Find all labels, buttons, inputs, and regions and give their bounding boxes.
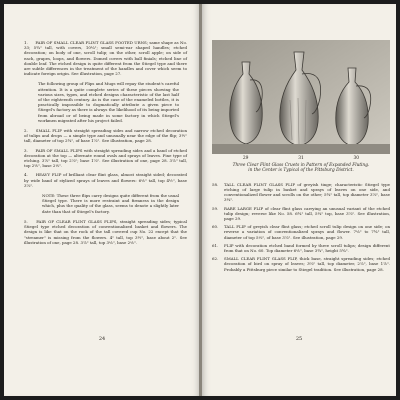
plate-number: 29 [242, 156, 249, 161]
entry-text: FLIP with decoration etched band formed by three scroll tulips; design different from that on No. 60. Top diameter 6⅛", base 3¾", height 5¾". [224, 242, 390, 254]
caption-line: Three Clear Flint Glass Cruets in Pattern of Expanded Fluting. [232, 163, 370, 168]
entry-text: SMALL CLEAR FLINT GLASS FLIP, thick base, straight spreading sides; etched decoration of bird on spray of leaves; 3⅝" tall, top diameter, 2⅞", base 1⅞". Probably a Pittsburg piece similar to Stiegel tradition. See illustration, page 28. [224, 256, 390, 272]
left-page [4, 4, 200, 396]
entry-text: PAIR OF SMALL FLIPS with straight spreading sides and a band of etched decoration at the top — alternate round ovals and sprays of leaves. Fine type of etching. 3⅞" tall, top 2⅞"; base 1⅞". See illustration of one, page 28. 3⅞" tall, top 2⅝", base 2⅛". [24, 147, 187, 169]
entry-number: 5. [24, 218, 28, 224]
entry-number: 61. [212, 242, 219, 248]
entry-text: HEAVY FLIP of brilliant clear flint glass, almost straight sided; decorated by wide band of stylized sprays of leaves and flowers: 6⅛" tall, top 4½", base 3⅞". [24, 172, 187, 188]
right-page [202, 4, 396, 396]
catalog-entry [24, 172, 187, 188]
photo-caption [216, 163, 386, 174]
page-number: 24 [98, 336, 106, 342]
entry-text: PAIR OF CLEAR FLINT GLASS FLIPS, straight spreading sides; typical Stiegel type etched decoration of conventionalized basket and flowers. The design is like that on the rock of the tall covered cup No. 22 except that the "streamer" is missing from the flowers. 4" tall, top 3½", base about 2". See illustration of one, page 28. 3⅞" tall, top 3⅛", base 2⅛". [24, 218, 187, 245]
cruets-illustration [212, 40, 390, 154]
entry-text: RARE LARGE FLIP of clear flint glass carrying an unusual variant of the etched tulip design; reverse like No. 58. 6¾" tall, 5¼" top, base 3⅞". See illustration, page 29. [224, 205, 390, 222]
catalog-entry [212, 182, 390, 203]
entry-number: 58. [212, 181, 219, 187]
entry-number: 62. [212, 256, 219, 262]
plate-number: 31 [298, 156, 304, 161]
catalog-entry [212, 224, 390, 240]
entry-text: PAIR OF SMALL CLEAR FLINT GLASS FOOTED URNS; same shape as No. 33; 5¾" tall, with covers, 10¼"; small semi-ear shaped handles; etched decoration; on body of one, scroll tulip; on the other, scroll apple; on side of each, grapes, loops, and flowers. Domed covers with ball finials; etched line of double leaf. The etched design is quite different from the Stiegel type and there are subtle differences in the treatment of the handles and cover which seem to indicate foreign origin. See illustration, page 27. [24, 40, 187, 77]
entry-number: 3. [24, 147, 28, 153]
catalog-entry [24, 148, 187, 169]
page-number: 25 [295, 336, 303, 342]
entry-text: TALL FLIP of greyish clear flint glass; etched scroll tulip design on one side; on reverse a variation of conventionalized sprays and flower. 7⅛" to 7¾" tall, diameter of top 5⅛", of base 3⅞". See illustration, page 29. [224, 224, 390, 240]
catalog-entry [24, 219, 187, 245]
entry-number: 4. [24, 172, 28, 178]
entry-number: 1. [24, 40, 28, 45]
entry-number: 2. [24, 128, 28, 134]
catalog-entry [212, 256, 390, 272]
cruet-photograph [212, 40, 390, 154]
entry-number: 60. [212, 224, 219, 230]
catalog-entry [212, 243, 390, 253]
entry-text: SMALL FLIP with straight spreading sides and narrow etched decoration of tulips and drops — a simple type and unusually near the edge of the flip; 3½" tall, diameter of top 2¾", of base 1⅞". See illustration, page 28. [24, 128, 187, 144]
caption-line: in the Center is Typical of the Pittsburg District. [248, 168, 354, 174]
entry-note: NOTE: These three flips carry designs quite different from the usual Stiegel type. There is more restraint and firmness in the design which, plus the quality of the glass, seems to denote a slightly later date than that of Stiegel's factory. [42, 193, 179, 214]
catalog-entry [24, 40, 187, 76]
plate-number: 30 [353, 156, 360, 161]
section-note: The following group of Flips and Mugs will repay the student's careful attention. It is a quite complete series of these pieces showing the various sizes, types, and etched designs characteristic of the last half of the eighteenth century. As is the case of the enameled bottles, it is practically impossible to dogmatically attribute a given piece to Stiegel's factory as there is always the likelihood of its being imported from abroad or of being made in some factory in which Stiegel's workmen migrated after his project failed. [38, 81, 179, 123]
entry-text: TALL CLEAR FLINT GLASS FLIP of greyish tinge; characteristic Stiegel type etching of large tulip in basket and sprays of leaves on one side, and conventionalized flower and scrolls on the other; 5¾" tall, top diameter 3⅞", base 3¼". [224, 181, 390, 203]
catalog-entry [24, 128, 187, 144]
catalog-entry [212, 206, 390, 222]
plate-numbers [218, 156, 384, 161]
entry-number: 59. [212, 205, 219, 211]
